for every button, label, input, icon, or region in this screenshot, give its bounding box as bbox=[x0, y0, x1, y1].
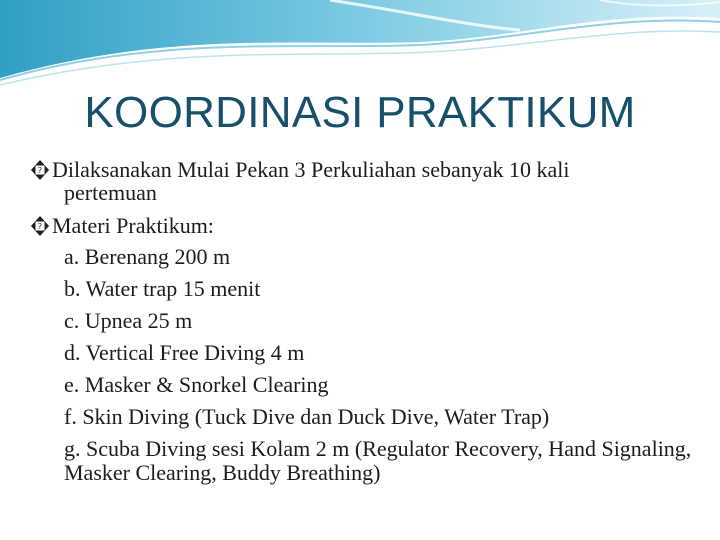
slide-body bbox=[30, 154, 702, 485]
bullet-text: Dilaksanakan Mulai Pekan 3 Perkuliahan sebanyak 10 kali bbox=[52, 157, 570, 182]
svg-text:?: ? bbox=[37, 222, 43, 231]
bullet-text: Materi Praktikum: bbox=[52, 213, 214, 238]
list-item: a. Berenang 200 m bbox=[64, 244, 231, 269]
bullet-text-continuation: pertemuan bbox=[64, 180, 157, 205]
missing-glyph-icon bbox=[30, 215, 50, 237]
svg-text:?: ? bbox=[37, 166, 43, 175]
missing-glyph-icon bbox=[30, 159, 50, 181]
list-item: g. Scuba Diving sesi Kolam 2 m (Regulator Recovery, Hand Signaling, Masker Clearing, Buddy Breathing) bbox=[64, 436, 692, 485]
list-item: e. Masker & Snorkel Clearing bbox=[64, 372, 329, 397]
list-item: f. Skin Diving (Tuck Dive dan Duck Dive, Water Trap) bbox=[64, 404, 550, 429]
list-item: c. Upnea 25 m bbox=[64, 308, 193, 333]
list-item: b. Water trap 15 menit bbox=[64, 276, 261, 301]
bullet-item bbox=[30, 210, 702, 241]
header-wave-decoration bbox=[0, 0, 720, 95]
slide-title: KOORDINASI PRAKTIKUM bbox=[84, 88, 636, 137]
list-item: d. Vertical Free Diving 4 m bbox=[64, 340, 305, 365]
